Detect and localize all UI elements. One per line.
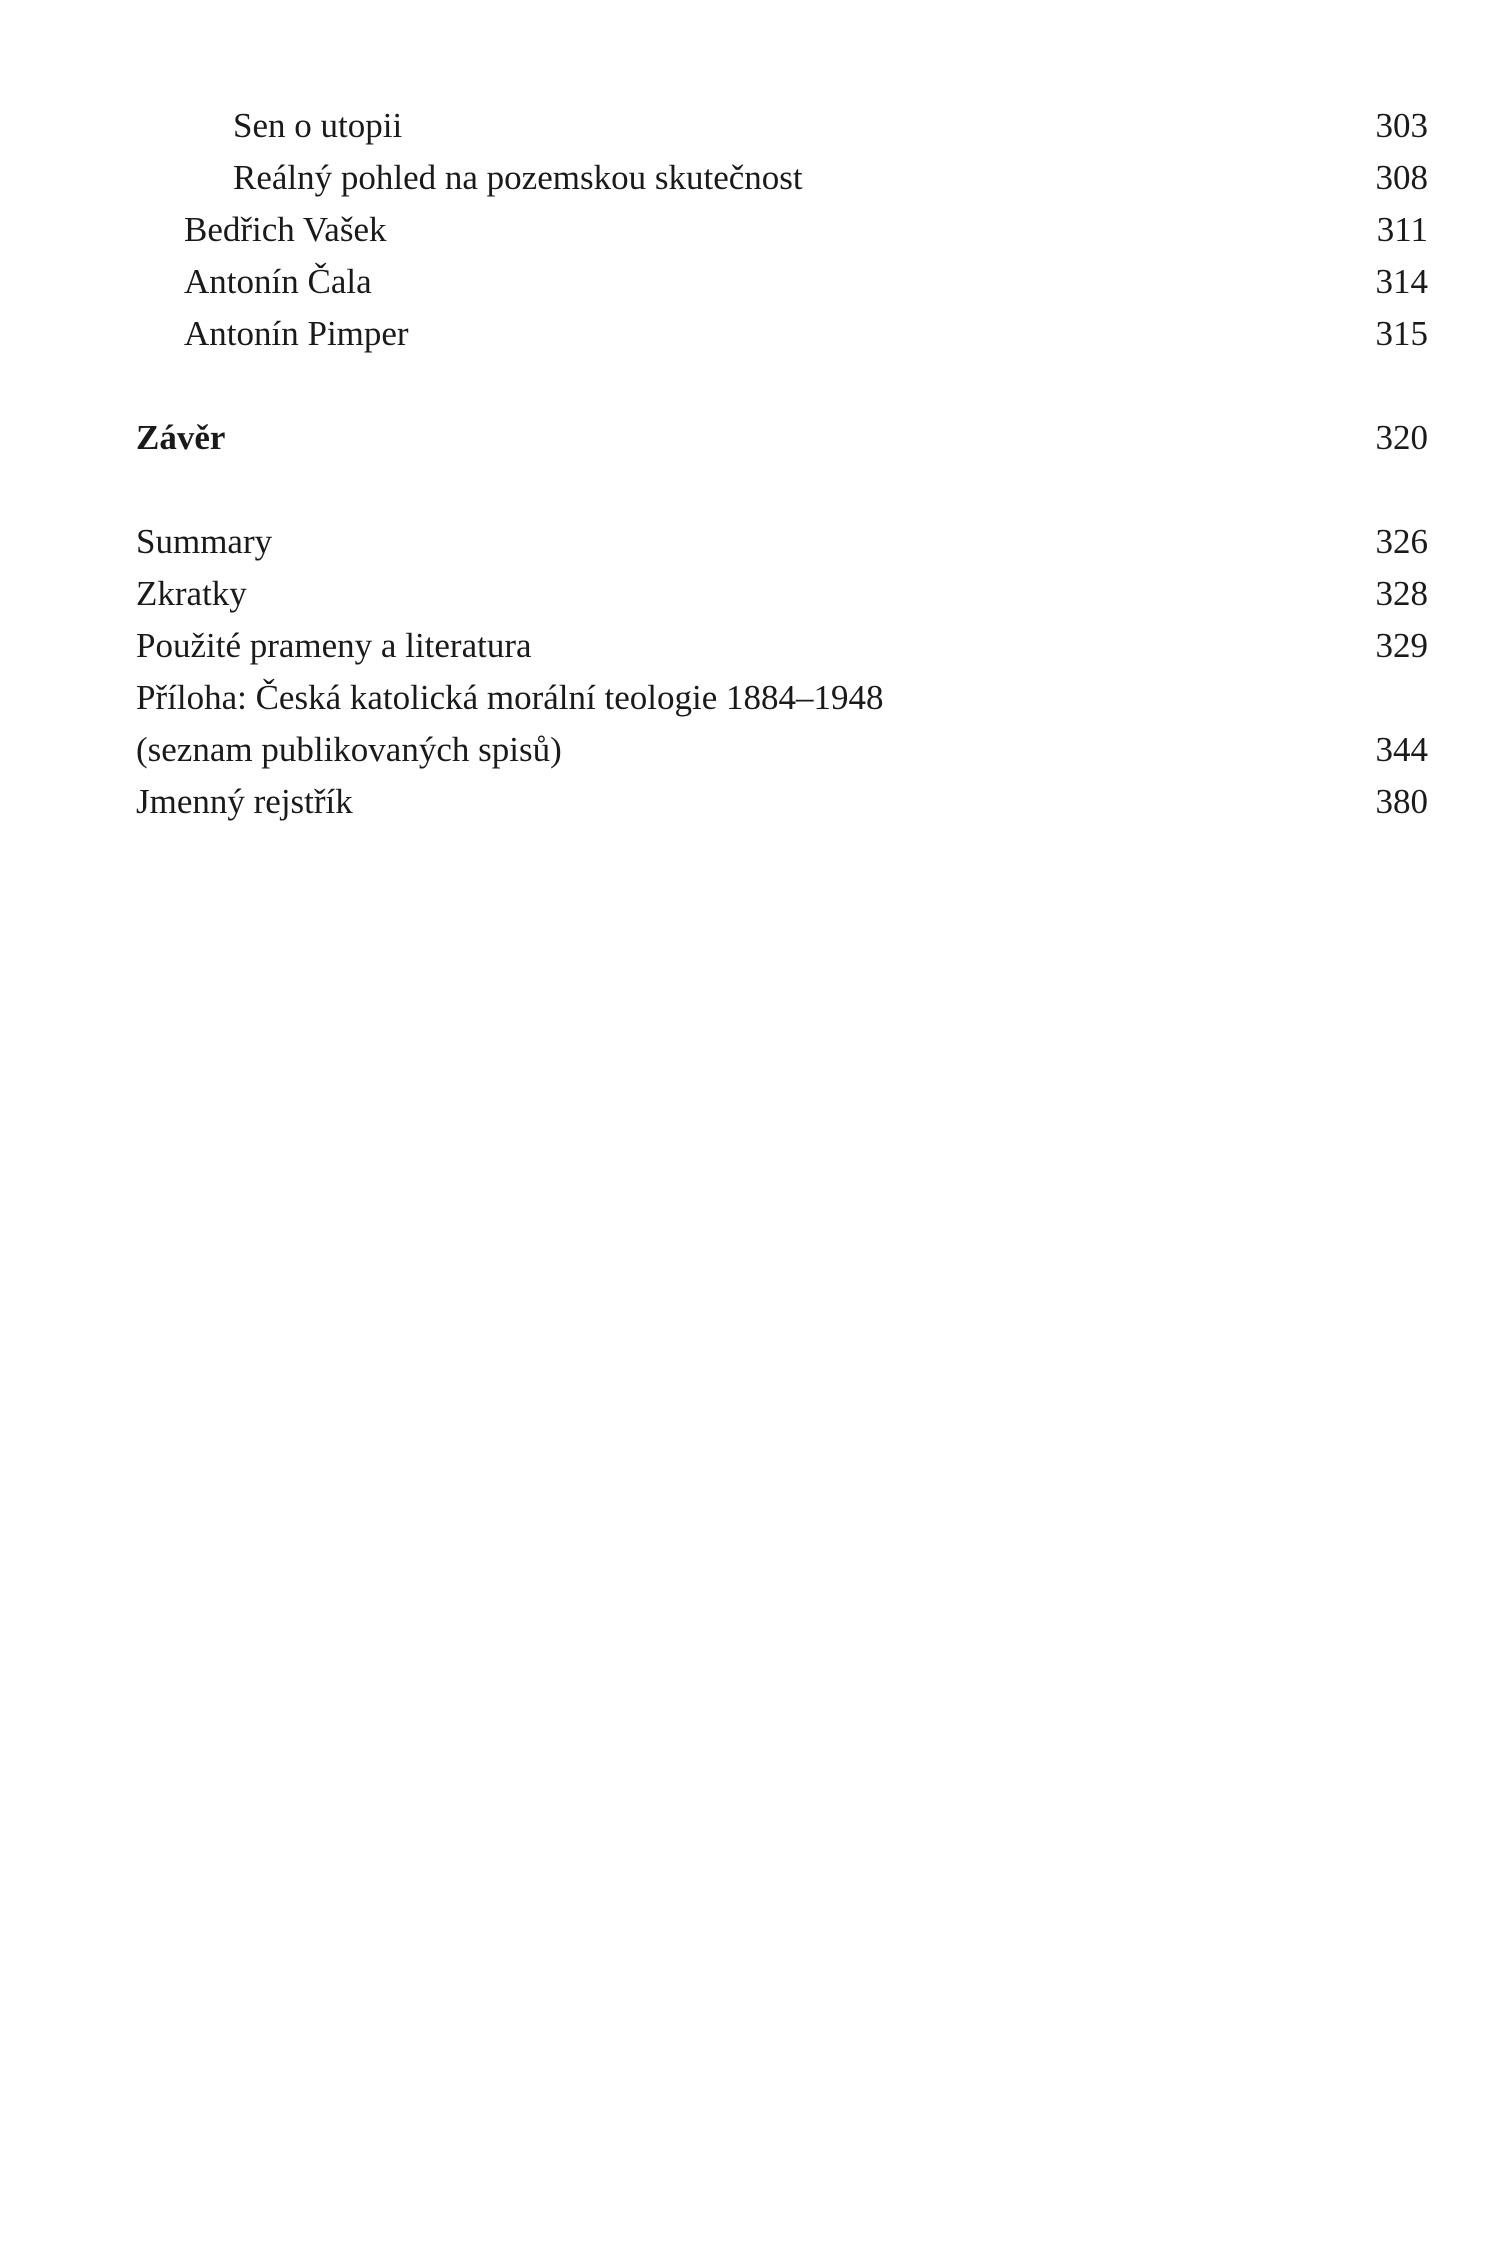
toc-entry <box>136 568 1428 620</box>
toc-entry-page: 303 <box>1375 106 1428 145</box>
section-spacer <box>136 464 1428 516</box>
toc-chapter-entry <box>136 412 1428 464</box>
toc-entry-page: 320 <box>1375 418 1428 457</box>
toc-entry <box>136 516 1428 568</box>
toc-entry-page: 308 <box>1375 158 1428 197</box>
toc-entry-title: Bedřich Vašek <box>184 210 387 249</box>
toc-entry-page: 314 <box>1375 262 1428 301</box>
toc-entry-title: Summary <box>136 522 273 561</box>
toc-entry <box>136 100 1428 152</box>
toc-entry-page: 326 <box>1375 522 1428 561</box>
toc-entry-title: Jmenný rejstřík <box>136 782 353 821</box>
toc-entry-page: 311 <box>1376 210 1428 249</box>
toc-entry-page: 329 <box>1375 626 1428 665</box>
toc-entry-page: 328 <box>1375 574 1428 613</box>
toc-entry-title: Antonín Pimper <box>184 314 409 353</box>
toc-entry-title: Závěr <box>136 418 226 457</box>
toc-entry-title: Sen o utopii <box>233 106 403 145</box>
section-spacer <box>136 360 1428 412</box>
toc-entry-title: Příloha: Česká katolická morální teologie 1884–1948 <box>136 678 884 717</box>
toc-entry-page: 344 <box>1375 730 1428 769</box>
toc-entry <box>136 204 1428 256</box>
toc-entry <box>136 672 1428 724</box>
toc-entry-title: (seznam publikovaných spisů) <box>136 730 562 769</box>
toc-entry-title: Zkratky <box>136 574 247 613</box>
toc-entry <box>136 152 1428 204</box>
toc-entry-title: Antonín Čala <box>184 262 372 301</box>
toc-entry <box>136 256 1428 308</box>
toc-entry-title: Reálný pohled na pozemskou skutečnost <box>233 158 803 197</box>
table-of-contents <box>136 100 1428 828</box>
toc-entry-title: Použité prameny a literatura <box>136 626 532 665</box>
toc-entry <box>136 308 1428 360</box>
toc-entry <box>136 724 1428 776</box>
toc-entry <box>136 776 1428 828</box>
toc-entry-page: 380 <box>1375 782 1428 821</box>
toc-entry <box>136 620 1428 672</box>
toc-entry-page: 315 <box>1375 314 1428 353</box>
